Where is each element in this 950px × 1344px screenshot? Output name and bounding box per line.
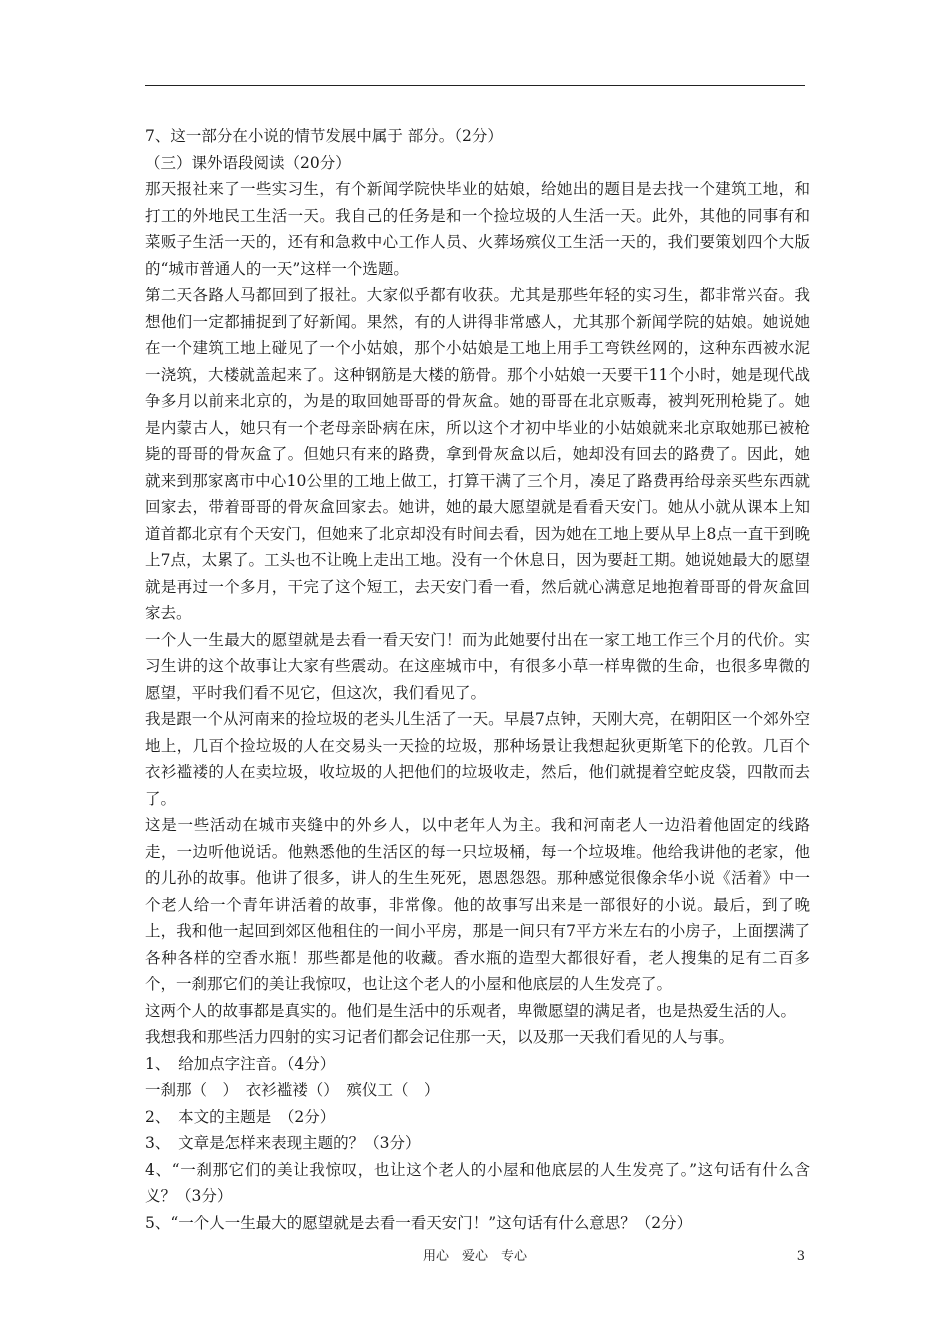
paragraph: 这两个人的故事都是真实的。他们是生活中的乐观者，卑微愿望的满足者，也是热爱生活的人。 bbox=[145, 1001, 797, 1020]
page-number: 3 bbox=[796, 1249, 805, 1264]
header-rule bbox=[145, 85, 805, 86]
section-heading: （三）课外语段阅读（20分） bbox=[145, 153, 351, 172]
paragraph: 这是一些活动在城市夹缝中的外乡人，以中老年人为主。我和河南老人一边沿着他固定的线路走，一边听他说话。他熟悉他的生活区的每一只垃圾桶，每一个垃圾堆。他给我讲他的老家，他的儿孙的故事。他讲了很多，讲人的生生死死，恩恩怨怨。那种感觉很像余华小说《活着》中一个老人给一个青年讲活着的故事，非常像。他的故事写出来是一部很好的小说。最后，到了晚上，我和他一起回到郊区他租住的一间小平房，那是一间只有7平方米左右的小房子，上面摆满了各种各样的空香水瓶！那些都是他的收藏。香水瓶的造型大都很好看，老人搜集的足有二百多个，一刹那它们的美让我惊叹，也让这个老人的小屋和他底层的人生发亮了。 bbox=[145, 816, 810, 993]
paragraph: 第二天各路人马都回到了报社。大家似乎都有收获。尤其是那些年轻的实习生，都非常兴奋。我想他们一定都捕捉到了好新闻。果然，有的人讲得非常感人，尤其那个新闻学院的姑娘。她说她在一个建筑工地上碰见了一个小姑娘，那个小姑娘是工地上用手工弯铁丝网的，这种东西被水泥一浇筑，大楼就盖起来了。这种钢筋是大楼的筋骨。那个小姑娘一天要干11个小时，她是现代战争多月以前来北京的，为是的取回她哥哥的骨灰盒。她的哥哥在北京贩毒，被判死刑枪毙了。她是内蒙古人，她只有一个老母亲卧病在床，所以这个才初中毕业的小姑娘就来北京取她那已被枪毙的哥哥的骨灰盒了。但她只有来的路费，拿到骨灰盒以后，她却没有回去的路费了。因此，她就来到那家离市中心10公里的工地上做工，打算干满了三个月，凑足了路费再给母亲买些东西就回家去，带着哥哥的骨灰盒回家去。她讲，她的最大愿望就是看看天安门。她从小就从课本上知道首都北京有个天安门，但她来了北京却没有时间去看，因为她在工地上要从早上8点一直干到晚上7点，太累了。工头也不让晚上走出工地。没有一个休息日，因为要赶工期。她说她最大的愿望就是再过一个多月，干完了这个短工，去天安门看一看，然后就心满意足地抱着哥哥的骨灰盒回家去。 bbox=[145, 286, 810, 622]
paragraph: 我想我和那些活力四射的实习记者们都会记住那一天，以及那一天我们看见的人与事。 bbox=[145, 1028, 735, 1046]
question-1: 1、 给加点字注音。（4分） bbox=[145, 1054, 336, 1073]
question-4: 4、“一刹那它们的美让我惊叹，也让这个老人的小屋和他底层的人生发亮了。”这句话有什么含义？（3分） bbox=[145, 1160, 810, 1205]
footer-motto: 用心 爱心 专心 bbox=[422, 1249, 527, 1264]
question-7: 7、这一部分在小说的情节发展中属于 部分。（2分） bbox=[145, 127, 503, 145]
question-3: 3、 文章是怎样来表现主题的？（3分） bbox=[145, 1134, 421, 1152]
paragraph: 我是跟一个从河南来的捡垃圾的老头儿生活了一天。早晨7点钟，天刚大亮，在朝阳区一个郊外空地上，几百个捡垃圾的人在交易头一天捡的垃圾，那种场景让我想起狄更斯笔下的伦敦。几百个衣衫褴褛的人在卖垃圾，收垃圾的人把他们的垃圾收走，然后，他们就提着空蛇皮袋，四散而去了。 bbox=[145, 710, 810, 808]
document-body bbox=[145, 123, 810, 1236]
paragraph: 那天报社来了一些实习生，有个新闻学院快毕业的姑娘，给她出的题目是去找一个建筑工地，和打工的外地民工生活一天。我自己的任务是和一个捡垃圾的人生活一天。此外，其他的同事有和菜贩子生活一天的，还有和急救中心工作人员、火葬场殡仪工生活一天的，我们要策划四个大版的“城市普通人的一天”这样一个选题。 bbox=[145, 180, 810, 278]
paragraph: 一个人一生最大的愿望就是去看一看天安门！而为此她要付出在一家工地工作三个月的代价。实习生讲的这个故事让大家有些震动。在这座城市中，有很多小草一样卑微的生命，也很多卑微的愿望，平时我们看不见它，但这次，我们看见了。 bbox=[145, 630, 810, 702]
question-5: 5、“一个人一生最大的愿望就是去看一看天安门！”这句话有什么意思？（2分） bbox=[145, 1213, 693, 1232]
question-1-items: 一刹那（ ） 衣衫褴褛（） 殡仪工（ ） bbox=[145, 1081, 440, 1099]
question-2: 2、 本文的主题是 （2分） bbox=[145, 1107, 336, 1126]
